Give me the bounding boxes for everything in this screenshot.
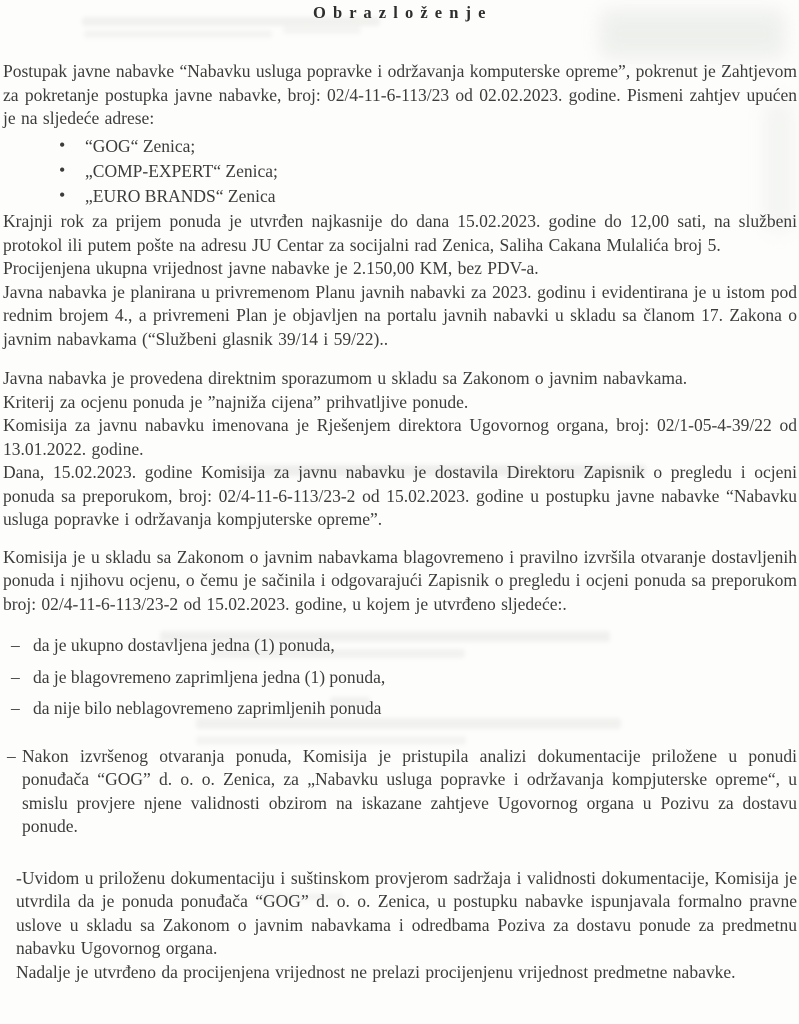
dash-icon: – <box>11 666 20 687</box>
finding-item <box>3 634 797 658</box>
address-text: “GOG“ Zenica; <box>85 135 196 156</box>
paragraph-final-finding: Nadalje je utvrđeno da procijenjena vrijednost ne prelazi procijenjenu vrijednost predmetne nabavke. <box>16 961 736 982</box>
address-text: „COMP-EXPERT“ Zenica; <box>85 160 278 181</box>
findings-list <box>3 634 797 721</box>
address-list-item <box>3 135 797 159</box>
analysis-text: Nakon izvršenog otvaranja ponuda, Komisija je pristupila analizi dokumentacije priložene u ponudi ponuđača “GOG” d. o. o. Zenica, za „Nabavku usluga popravke i održavanja kompjuterske opreme“, u smislu provjere njene validnosti obzirom na iskazane zahtjeve Ugovornog organa u Pozivu za dostavu ponude. <box>22 745 797 836</box>
address-list-item <box>3 185 797 209</box>
finding-text: da je ukupno dostavljena jedna (1) ponuda, <box>33 635 335 655</box>
finding-text: da nije bilo neblagovremeno zaprimljenih ponuda <box>33 698 382 718</box>
paragraph-estimated-value: Procijenjena ukupna vrijednost javne nabavke je 2.150,00 KM, bez PDV-a. <box>3 258 539 278</box>
dash-icon: – <box>7 745 16 766</box>
address-list <box>3 135 797 209</box>
document-title: O b r a z l o ž e n j e <box>313 3 487 22</box>
bullet-icon: • <box>59 159 66 180</box>
address-list-item <box>3 160 797 184</box>
paragraph-record-delivery: Dana, 15.02.2023. godine Komisija za javnu nabavku je dostavila Direktoru Zapisnik o pregledu i ocjeni ponuda sa preporukom, broj: 02/4-11-6-113/23-2 od 15.02.2023. godine u postupku javne nabavke “Nabavku usluga popravke i održavanja kompjuterske opreme”. <box>3 462 797 529</box>
finding-item <box>3 697 797 721</box>
paragraph-commission: Komisija za javnu nabavku imenovana je Rješenjem direktora Ugovornog organa, broj: 02/1-05-4-39/22 od 13.01.2022. godine. <box>3 415 797 459</box>
finding-item <box>3 666 797 690</box>
paragraph-deadline: Krajnji rok za prijem ponuda je utvrđen najkasnije do dana 15.02.2023. godine do 12,00 sati, na službeni protokol ili putem pošte na adresu JU Centar za socijalni rad Zenica, Saliha Cakana Mulalića broj 5. <box>3 211 797 255</box>
paragraph-opening: Komisija je u skladu sa Zakonom o javnim nabavkama blagovremeno i pravilno izvršila otvaranje dostavljenih ponuda i njihovu ocjenu, o čemu je sačinila i odgovarajući Zapisnik o pregledu i ocjeni ponuda sa preporukom broj: 02/4-11-6-113/23-2 od 15.02.2023. godine, u kojem je utvrđeno sljedeće:. <box>3 546 797 614</box>
dash-icon: – <box>11 635 20 655</box>
review-block <box>3 867 797 985</box>
paragraph-criterion: Kriterij za ocjenu ponuda je ”najniža cijena” prihvatljive ponude. <box>3 391 469 412</box>
paragraph-analysis <box>3 745 797 839</box>
bullet-icon: • <box>59 184 66 205</box>
bullet-icon: • <box>59 134 66 155</box>
paragraph-procedure-intro: Postupak javne nabavke “Nabavku usluga popravke i održavanja komputerske opreme”, pokrenut je Zahtjevom za pokretanje postupka javne nabavke, broj: 02/4-11-6-113/23 od 02.02.2023. godine. Pismeni zahtjev upućen je na sljedeće adrese: <box>3 61 797 128</box>
finding-text: da je blagovremeno zaprimljena jedna (1) ponuda, <box>33 666 386 687</box>
address-text: „EURO BRANDS“ Zenica <box>85 185 276 206</box>
paragraph-plan: Javna nabavka je planirana u privremenom Planu javnih nabavki za 2023. godinu i evidentirana je u istom pod rednim brojem 4., a privremeni Plan je objavljen na portalu javnih nabavki u skladu sa članom 17. Zakona o javnim nabavkama (“Službeni glasnik 39/14 i 59/22).. <box>3 281 797 349</box>
paragraph-review: -Uvidom u priloženu dokumentaciju i suštinskom provjerom sadržaja i validnosti dokumentacije, Komisija je utvrdila da je ponuda ponuđača “GOG” d. o. o. Zenica, u postupku nabavke ispunjavala formalno pravne uslove u skladu sa Zakonom o javnim nabavkama i odredbama Poziva za dostavu ponude za predmetnu nabavku Ugovornog organa. <box>16 867 797 958</box>
dash-icon: – <box>11 698 20 718</box>
paragraph-direct-agreement: Javna nabavka je provedena direktnim sporazumom u skladu sa Zakonom o javnim nabavkama. <box>3 368 688 388</box>
